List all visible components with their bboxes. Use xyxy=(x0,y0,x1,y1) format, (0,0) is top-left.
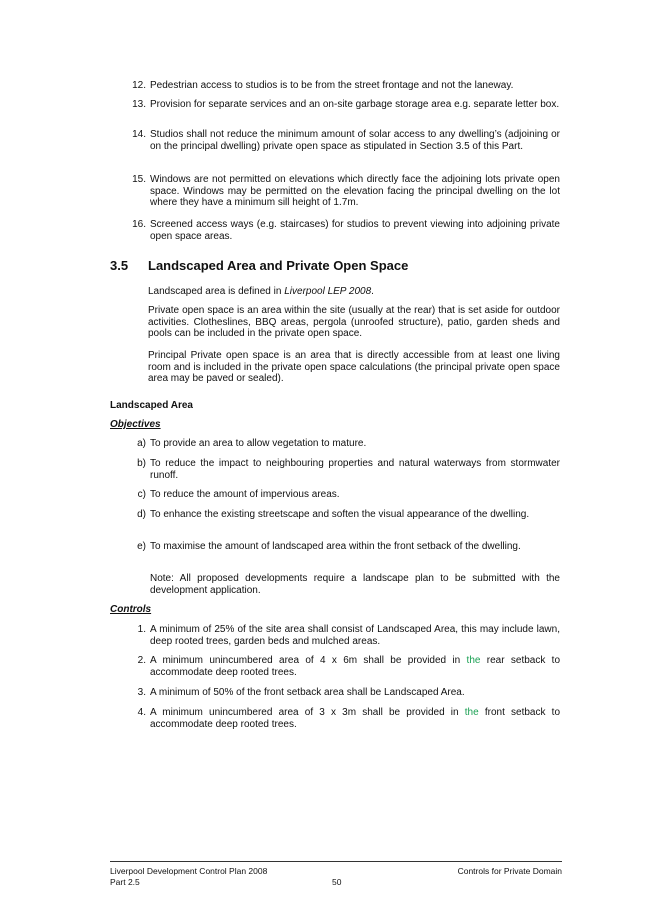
control-text-start: A minimum unincumbered area of 4 x 6m shall be provided in xyxy=(150,655,467,666)
objective-text: To reduce the amount of impervious areas. xyxy=(150,489,340,500)
section-number: 3.5 xyxy=(110,258,129,273)
objective-label: d) xyxy=(137,509,146,520)
landscape-plan-note: Note: All proposed developments require a landscape plan to be submitted with the development application. xyxy=(150,573,560,596)
paragraph-landscaped-definition xyxy=(148,286,560,298)
item-text: Windows are not permitted on elevations which directly face the adjoining lots private open space. Windows may be permitted on the elevation facing the principal dwelling on the lot where they have a minimum sill height of 1.7m. xyxy=(150,174,560,208)
objective-label: c) xyxy=(137,489,146,500)
paragraph-principal-private-open-space: Principal Private open space is an area that is directly accessible from at least one living room and is included in the private open space calculations (the principal private open space area may be paved or sealed). xyxy=(148,350,560,384)
objective-label: e) xyxy=(137,541,146,552)
lep-reference: Liverpool LEP 2008 xyxy=(284,286,372,297)
control-number: 3. xyxy=(137,687,146,698)
section-title: Landscaped Area and Private Open Space xyxy=(148,258,409,273)
objective-text: To maximise the amount of landscaped area within the front setback of the dwelling. xyxy=(150,541,521,552)
highlighted-word: the xyxy=(464,707,479,718)
item-number: 15. xyxy=(132,174,146,185)
page-number: 50 xyxy=(332,877,342,887)
footer-section-title: Controls for Private Domain xyxy=(457,866,562,876)
objective-label: b) xyxy=(137,458,146,469)
control-number: 2. xyxy=(137,655,146,666)
control-text xyxy=(150,655,560,678)
control-text-end: front setback to accommodate deep rooted trees. xyxy=(150,707,561,730)
item-number: 16. xyxy=(132,219,146,230)
control-text-end: rear setback to accommodate deep rooted trees. xyxy=(150,655,561,678)
item-number: 12. xyxy=(132,80,146,91)
objective-label: a) xyxy=(137,438,146,449)
objective-text: To reduce the impact to neighbouring properties and natural waterways from stormwater runoff. xyxy=(150,458,560,481)
definition-end: . xyxy=(371,286,374,297)
footer-doc-title: Liverpool Development Control Plan 2008 xyxy=(110,866,268,876)
footer-part: Part 2.5 xyxy=(110,877,140,887)
definition-text: Landscaped area is defined in xyxy=(148,286,285,297)
item-text: Pedestrian access to studios is to be from the street frontage and not the laneway. xyxy=(150,80,514,91)
objective-text: To enhance the existing streetscape and soften the visual appearance of the dwelling. xyxy=(150,509,530,520)
objectives-heading: Objectives xyxy=(110,419,161,430)
control-text xyxy=(150,707,560,730)
control-number: 1. xyxy=(137,624,146,635)
landscaped-area-heading: Landscaped Area xyxy=(110,400,193,411)
highlighted-word: the xyxy=(466,655,481,666)
control-text: A minimum of 50% of the front setback area shall be Landscaped Area. xyxy=(150,687,465,698)
control-text-start: A minimum unincumbered area of 3 x 3m shall be provided in xyxy=(150,707,465,718)
item-text: Screened access ways (e.g. staircases) for studios to prevent viewing into adjoining private open space areas. xyxy=(150,219,560,242)
footer-divider xyxy=(110,861,562,862)
item-number: 14. xyxy=(132,129,146,140)
item-text: Provision for separate services and an on-site garbage storage area e.g. separate letter box. xyxy=(150,99,560,110)
controls-heading: Controls xyxy=(110,604,152,615)
control-number: 4. xyxy=(137,707,146,718)
objective-text: To provide an area to allow vegetation to mature. xyxy=(150,438,367,449)
paragraph-private-open-space: Private open space is an area within the site (usually at the rear) that is set aside for outdoor activities. Clotheslines, BBQ areas, pergola (unroofed structure), patio, garden sheds and pools can be included in the private open space. xyxy=(148,305,560,339)
control-text: A minimum of 25% of the site area shall consist of Landscaped Area, this may include lawn, deep rooted trees, garden beds and mulched areas. xyxy=(150,624,560,647)
item-number: 13. xyxy=(132,99,146,110)
item-text: Studios shall not reduce the minimum amount of solar access to any dwelling’s (adjoining or on the principal dwelling) private open space as stipulated in Section 3.5 of this Part. xyxy=(150,129,560,152)
